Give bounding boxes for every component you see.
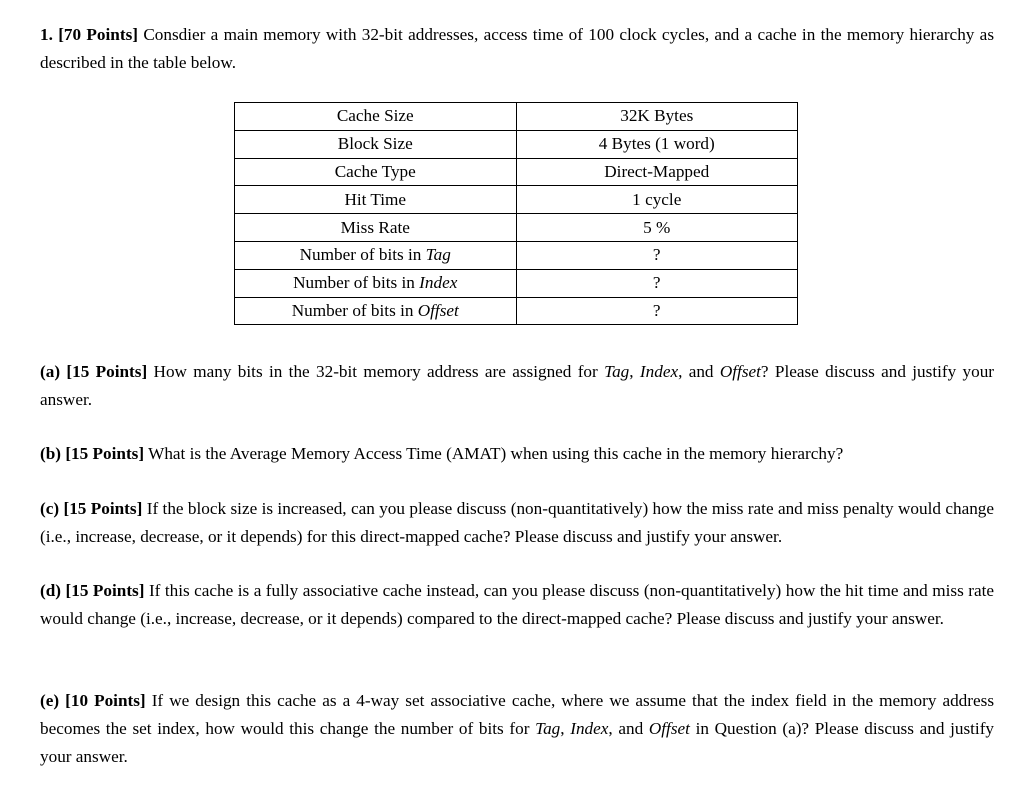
part-c — [40, 495, 994, 551]
part-a-sep1: , — [629, 362, 640, 381]
table-cell-value: 4 Bytes (1 word) — [516, 130, 798, 158]
table-row — [235, 297, 798, 325]
part-b-points: [15 Points] — [65, 444, 145, 463]
part-a-points: [15 Points] — [66, 362, 148, 381]
part-d — [40, 577, 994, 633]
part-e-offset: Offset — [648, 719, 690, 738]
table-cell-parameter — [235, 186, 517, 214]
part-e-tag: Tag — [535, 719, 561, 738]
part-b-text: What is the Average Memory Access Time (AMAT) when using this cache in the memory hierarchy? — [148, 444, 844, 463]
part-e-text: If we design this cache as a 4-way set associative cache, where we assume that the index field in the memory address becomes the set index, how would this change the number of bits for — [40, 691, 995, 738]
table-row — [235, 241, 798, 269]
parameter-label: Cache Size — [336, 106, 414, 126]
parameter-label: Hit Time — [344, 189, 407, 209]
part-a-sep2: , and — [678, 362, 720, 381]
parameter-label: Number of bits in — [293, 273, 420, 293]
part-e-tail: in Question (a)? Please discuss and justify your answer. — [40, 719, 995, 766]
parameter-label: Number of bits in — [291, 300, 418, 320]
part-e-index: Index — [570, 719, 609, 738]
table-row — [235, 186, 798, 214]
part-c-label: (c) — [40, 499, 60, 518]
question-points: [70 Points] — [58, 25, 138, 44]
parameter-field-name: Tag — [425, 245, 451, 265]
table-cell-parameter — [235, 241, 517, 269]
part-a-tail: ? Please discuss and justify your answer. — [40, 362, 995, 409]
table-row — [235, 158, 798, 186]
table-cell-value: 5 % — [516, 214, 798, 242]
part-c-points: [15 Points] — [63, 499, 143, 518]
table-row — [235, 214, 798, 242]
part-e — [40, 687, 994, 771]
part-e-sep2: , and — [608, 719, 649, 738]
table-row — [235, 103, 798, 131]
part-b-label: (b) — [40, 444, 62, 463]
table-cell-parameter — [235, 297, 517, 325]
part-e-sep1: , — [560, 719, 571, 738]
parameter-field-name: Index — [419, 273, 458, 293]
question-number: 1. — [40, 25, 53, 44]
table-cell-parameter — [235, 103, 517, 131]
table-cell-parameter — [235, 269, 517, 297]
table-row — [235, 269, 798, 297]
table-cell-value: ? — [516, 241, 798, 269]
parameter-label: Block Size — [337, 134, 413, 154]
table-cell-parameter — [235, 130, 517, 158]
table-cell-value: ? — [516, 297, 798, 325]
table-cell-value: 1 cycle — [516, 186, 798, 214]
part-a-text: How many bits in the 32-bit memory address are assigned for — [153, 362, 605, 381]
part-a-tag: Tag — [604, 362, 630, 381]
table-cell-value: Direct-Mapped — [516, 158, 798, 186]
part-e-points: [10 Points] — [65, 691, 146, 710]
part-d-points: [15 Points] — [65, 581, 145, 600]
table-cell-value: 32K Bytes — [516, 103, 798, 131]
parameter-label: Number of bits in — [299, 245, 426, 265]
part-a-offset: Offset — [719, 362, 761, 381]
parameter-field-name: Offset — [417, 300, 459, 320]
part-e-label: (e) — [40, 691, 60, 710]
part-d-label: (d) — [40, 581, 62, 600]
table-cell-parameter — [235, 158, 517, 186]
part-a-label: (a) — [40, 362, 61, 381]
table-row — [235, 130, 798, 158]
cache-spec-table — [234, 102, 798, 325]
table-cell-value: ? — [516, 269, 798, 297]
question-intro — [40, 21, 994, 77]
part-a-index: Index — [639, 362, 679, 381]
part-d-text: If this cache is a fully associative cache instead, can you please discuss (non-quantitatively) how the hit time and miss rate would change (i.e., increase, decrease, or it depends) compared to the direct-mapped cache? Please discuss and justify your answer. — [40, 581, 995, 628]
parameter-label: Cache Type — [334, 161, 416, 181]
part-c-text: If the block size is increased, can you please discuss (non-quantitatively) how the miss rate and miss penalty would change (i.e., increase, decrease, or it depends) for this direct-mapped cache? Please discuss and justify your answer. — [40, 499, 995, 546]
part-b — [40, 440, 994, 468]
parameter-label: Miss Rate — [340, 217, 410, 237]
part-a — [40, 358, 994, 414]
table-cell-parameter — [235, 214, 517, 242]
question-text: Consdier a main memory with 32-bit addresses, access time of 100 clock cycles, and a cache in the memory hierarchy as described in the table below. — [40, 25, 995, 72]
